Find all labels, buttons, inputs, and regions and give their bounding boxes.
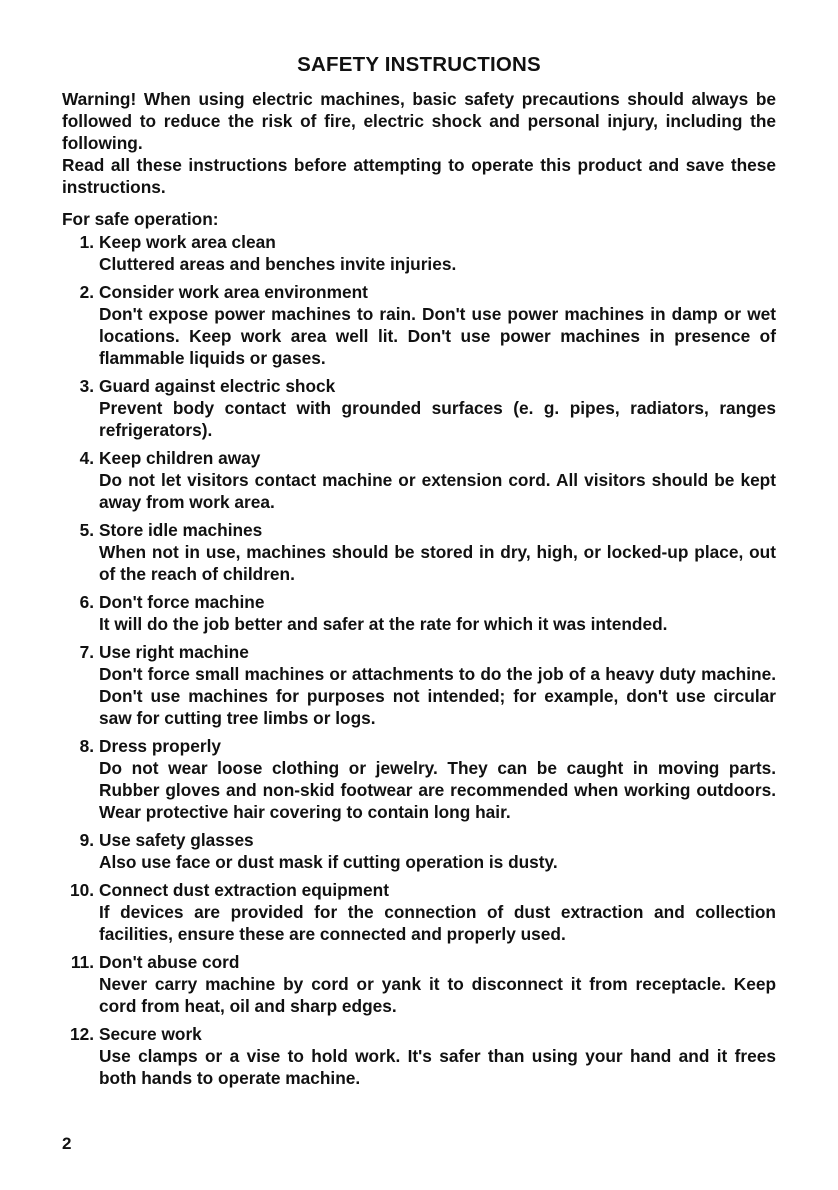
item-text: Never carry machine by cord or yank it to disconnect it from receptacle. Keep cord from heat, oil and sharp edges. xyxy=(99,974,776,1016)
document-page xyxy=(62,52,776,1095)
item-title: Keep children away xyxy=(99,448,261,468)
page-number: 2 xyxy=(62,1134,72,1153)
item-number: 5. xyxy=(79,520,94,540)
item-text: Do not let visitors contact machine or extension cord. All visitors should be kept away from work area. xyxy=(99,470,776,512)
item-number: 7. xyxy=(79,642,94,662)
list-item xyxy=(62,641,776,729)
list-item xyxy=(62,951,776,1017)
item-title: Consider work area environment xyxy=(99,282,368,302)
item-text: When not in use, machines should be stored in dry, high, or locked-up place, out of the reach of children. xyxy=(99,542,776,584)
item-title: Secure work xyxy=(99,1024,202,1044)
page-title: SAFETY INSTRUCTIONS xyxy=(297,53,541,76)
item-number: 1. xyxy=(79,232,94,252)
list-item xyxy=(62,519,776,585)
item-text: If devices are provided for the connection of dust extraction and collection facilities, ensure these are connected and properly used. xyxy=(99,902,776,944)
item-title: Use right machine xyxy=(99,642,249,662)
item-title: Store idle machines xyxy=(99,520,263,540)
item-title: Don't abuse cord xyxy=(99,952,240,972)
list-item xyxy=(62,375,776,441)
warning-paragraph: Warning! When using electric machines, basic safety precautions should always be followed to reduce the risk of fire, electric shock and personal injury, including the following. xyxy=(62,89,776,153)
item-number: 2. xyxy=(79,282,94,302)
item-number: 12. xyxy=(69,1024,94,1044)
item-text: Also use face or dust mask if cutting operation is dusty. xyxy=(99,852,558,872)
list-item xyxy=(62,1023,776,1089)
list-item xyxy=(62,281,776,369)
list-item xyxy=(62,231,776,275)
item-text: Cluttered areas and benches invite injuries. xyxy=(99,254,457,274)
item-title: Connect dust extraction equipment xyxy=(99,880,389,900)
item-number: 3. xyxy=(79,376,94,396)
list-item xyxy=(62,735,776,823)
list-item xyxy=(62,829,776,873)
safe-operation-intro: For safe operation: xyxy=(62,209,219,229)
list-item xyxy=(62,447,776,513)
item-text: Don't expose power machines to rain. Don't use power machines in damp or wet locations. Keep work area well lit. Don't use power machines in presence of flammable liquids or gases. xyxy=(99,304,776,368)
item-number: 8. xyxy=(79,736,94,756)
item-number: 9. xyxy=(79,830,94,850)
item-text: Don't force small machines or attachments to do the job of a heavy duty machine. Don't use machines for purposes not intended; for example, don't use circular saw for cutting tree limbs or logs. xyxy=(99,664,776,728)
item-text: Prevent body contact with grounded surfaces (e. g. pipes, radiators, ranges refrigerators). xyxy=(99,398,776,440)
item-title: Use safety glasses xyxy=(99,830,254,850)
item-title: Guard against electric shock xyxy=(99,376,336,396)
item-text: Do not wear loose clothing or jewelry. They can be caught in moving parts. Rubber gloves and non-skid footwear are recommended when working outdoors. Wear protective hair covering to contain long hair. xyxy=(99,758,776,822)
list-item xyxy=(62,591,776,635)
item-number: 4. xyxy=(79,448,94,468)
item-title: Dress properly xyxy=(99,736,221,756)
item-title: Keep work area clean xyxy=(99,232,276,252)
item-number: 11. xyxy=(70,952,94,972)
item-title: Don't force machine xyxy=(99,592,265,612)
read-instructions-paragraph: Read all these instructions before attempting to operate this product and save these instructions. xyxy=(62,155,776,197)
item-number: 10. xyxy=(69,880,94,900)
safety-instructions-list xyxy=(62,231,776,1089)
item-text: It will do the job better and safer at the rate for which it was intended. xyxy=(99,614,668,634)
list-item xyxy=(62,879,776,945)
item-text: Use clamps or a vise to hold work. It's safer than using your hand and it frees both hands to operate machine. xyxy=(99,1046,776,1088)
item-number: 6. xyxy=(79,592,94,612)
